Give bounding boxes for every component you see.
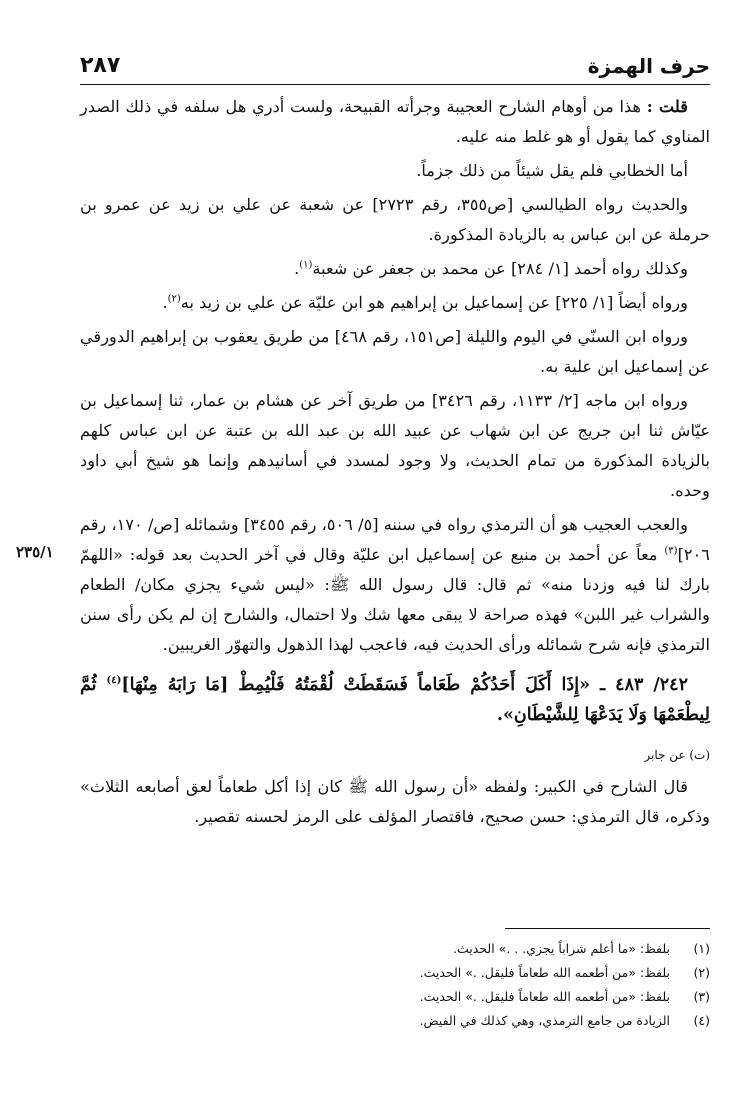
- paragraph-text: وكذلك رواه أحمد [١/ ٢٨٤] عن محمد بن جعفر عن شعبة: [312, 259, 688, 278]
- paragraph: [80, 772, 710, 832]
- footnote: [80, 937, 710, 961]
- footnote: [80, 985, 710, 1009]
- paragraph: [80, 156, 710, 186]
- paragraph-lead: قلت :: [646, 97, 688, 116]
- running-title: حرف الهمزة: [587, 54, 710, 78]
- margin-reference: ٢٣٥/١: [16, 543, 54, 561]
- paragraph-text-end: .: [162, 293, 168, 312]
- footnote-ref[interactable]: (٣): [664, 545, 678, 557]
- page-header: [80, 44, 710, 78]
- paragraph: [80, 288, 710, 318]
- paragraph-text: والعجب العجيب هو أن الترمذي رواه في سننه [٥/ ٥٠٦، رقم ٣٤٥٥] وشمائله [ص/ ١٧٠، رقم ٢٠٦]: [80, 515, 710, 564]
- paragraph: [80, 190, 710, 250]
- hadith-source: (ت) عن جابر: [644, 748, 710, 762]
- paragraph: [80, 322, 710, 382]
- footnotes: [80, 928, 710, 1033]
- footnote: [80, 1009, 710, 1033]
- page-number: ٢٨٧: [80, 53, 121, 78]
- footnote-text: بلفظ: «ما أعلم شراباً يجزي. . .» الحديث.: [453, 941, 670, 956]
- paragraph-text-end: .: [294, 259, 300, 278]
- paragraph-text-end: معاً عن أحمد بن منيع عن إسماعيل ابن عليّة وقال في آخر الحديث بعد قوله: «اللهمّ بارك لنا فيه وزدنا منه» ثم قال: قال رسول الله ﷺ: «ليس شيء يجزي مكان/ الطعام والشراب غير اللبن» فهذه صراحة لا يبقى معها شك ولا احتمال، والشارح إن لم يكن رأى سنن الترمذي فإنه شرح شمائله ورأى الحديث فيه، فاعجب لهذا الذهول والتهوّر الغريبين.: [80, 545, 710, 654]
- paragraph: [80, 386, 710, 506]
- footnote-ref[interactable]: (١): [299, 259, 313, 271]
- paragraph: [80, 254, 710, 284]
- footnote-ref[interactable]: (٤): [106, 675, 122, 687]
- footnote-divider: [505, 928, 710, 929]
- main-text: [80, 92, 710, 836]
- footnote-number: (٤): [693, 1013, 710, 1028]
- paragraph-text: ورواه أيضاً [١/ ٢٢٥] عن إسماعيل بن إبراهيم هو ابن عليّة عن علي بن زيد به: [180, 293, 688, 312]
- footnote: [80, 961, 710, 985]
- footnote-number: (١): [693, 941, 710, 956]
- paragraph: [80, 92, 710, 152]
- footnote-text: الزيادة من جامع الترمذي، وهي كذلك في الفيض.: [419, 1013, 670, 1028]
- paragraph: [80, 510, 710, 660]
- hadith-body-end: ثُمَّ لِيطْعَمْهَا وَلَا يَدَعْهَا لِلشَّيْطَانِ».: [80, 675, 710, 725]
- hadith-text: [80, 670, 710, 730]
- hadith-body: «إِذَا أَكَلَ أَحَدُكُمْ طَعَاماً فَسَقَطَتْ لُقْمَتُهُ فَلْيُمِطْ [مَا رَابَهُ مِنْهَا]: [121, 675, 591, 695]
- paragraph-text: قال الشارح في الكبير: ولفظه «أن رسول الله ﷺ كان إذا أكل طعاماً لعق أصابعه الثلاث» وذكره، قال الترمذي: حسن صحيح، فاقتصار المؤلف على الرمز لحسنه تقصير.: [80, 777, 710, 826]
- header-divider: [80, 84, 710, 85]
- footnote-ref[interactable]: (٢): [167, 293, 181, 305]
- paragraph-text: ورواه ابن ماجه [٢/ ١١٣٣، رقم ٣٤٢٦] من طريق آخر عن هشام بن عمار، ثنا إسماعيل بن عيّاش ثنا ابن جريج عن ابن شهاب عن عبيد الله بن عبد الله بن عتبة عن ابن عباس كلهم بالزيادة المذكورة من تمام الحديث، ولا وجود لمسدد في أسانيدهم وإنما هو شيخ أبي داود وحده.: [80, 391, 710, 500]
- footnote-text: بلفظ: «من أطعمه الله طعاماً فليقل. .» الحديث.: [419, 965, 670, 980]
- footnote-number: (٣): [693, 989, 710, 1004]
- footnote-number: (٢): [693, 965, 710, 980]
- paragraph-text: أما الخطابي فلم يقل شيئاً من ذلك جزماً.: [416, 161, 688, 180]
- footnote-text: بلفظ: «من أطعمه الله طعاماً فليقل. .» الحديث.: [419, 989, 670, 1004]
- paragraph-text: ورواه ابن السنّي في اليوم والليلة [ص١٥١، رقم ٤٦٨] من طريق يعقوب بن إبراهيم الدورقي عن إسماعيل ابن علية به.: [80, 327, 710, 376]
- book-page: [16, 0, 710, 1097]
- hadith-number: ٢٤٢/ ٤٨٣ ـ: [600, 675, 688, 695]
- paragraph-text: والحديث رواه الطيالسي [ص٣٥٥، رقم ٢٧٢٣] عن شعبة عن علي بن زيد عن عمرو بن حرملة عن ابن عباس به بالزيادة المذكورة.: [80, 195, 710, 244]
- paragraph-text: هذا من أوهام الشارح العجيبة وجرأته القبيحة، ولست أدري هل سلفه في ذلك الصدر المناوي كما يقول أو هو غلط منه عليه.: [80, 97, 710, 146]
